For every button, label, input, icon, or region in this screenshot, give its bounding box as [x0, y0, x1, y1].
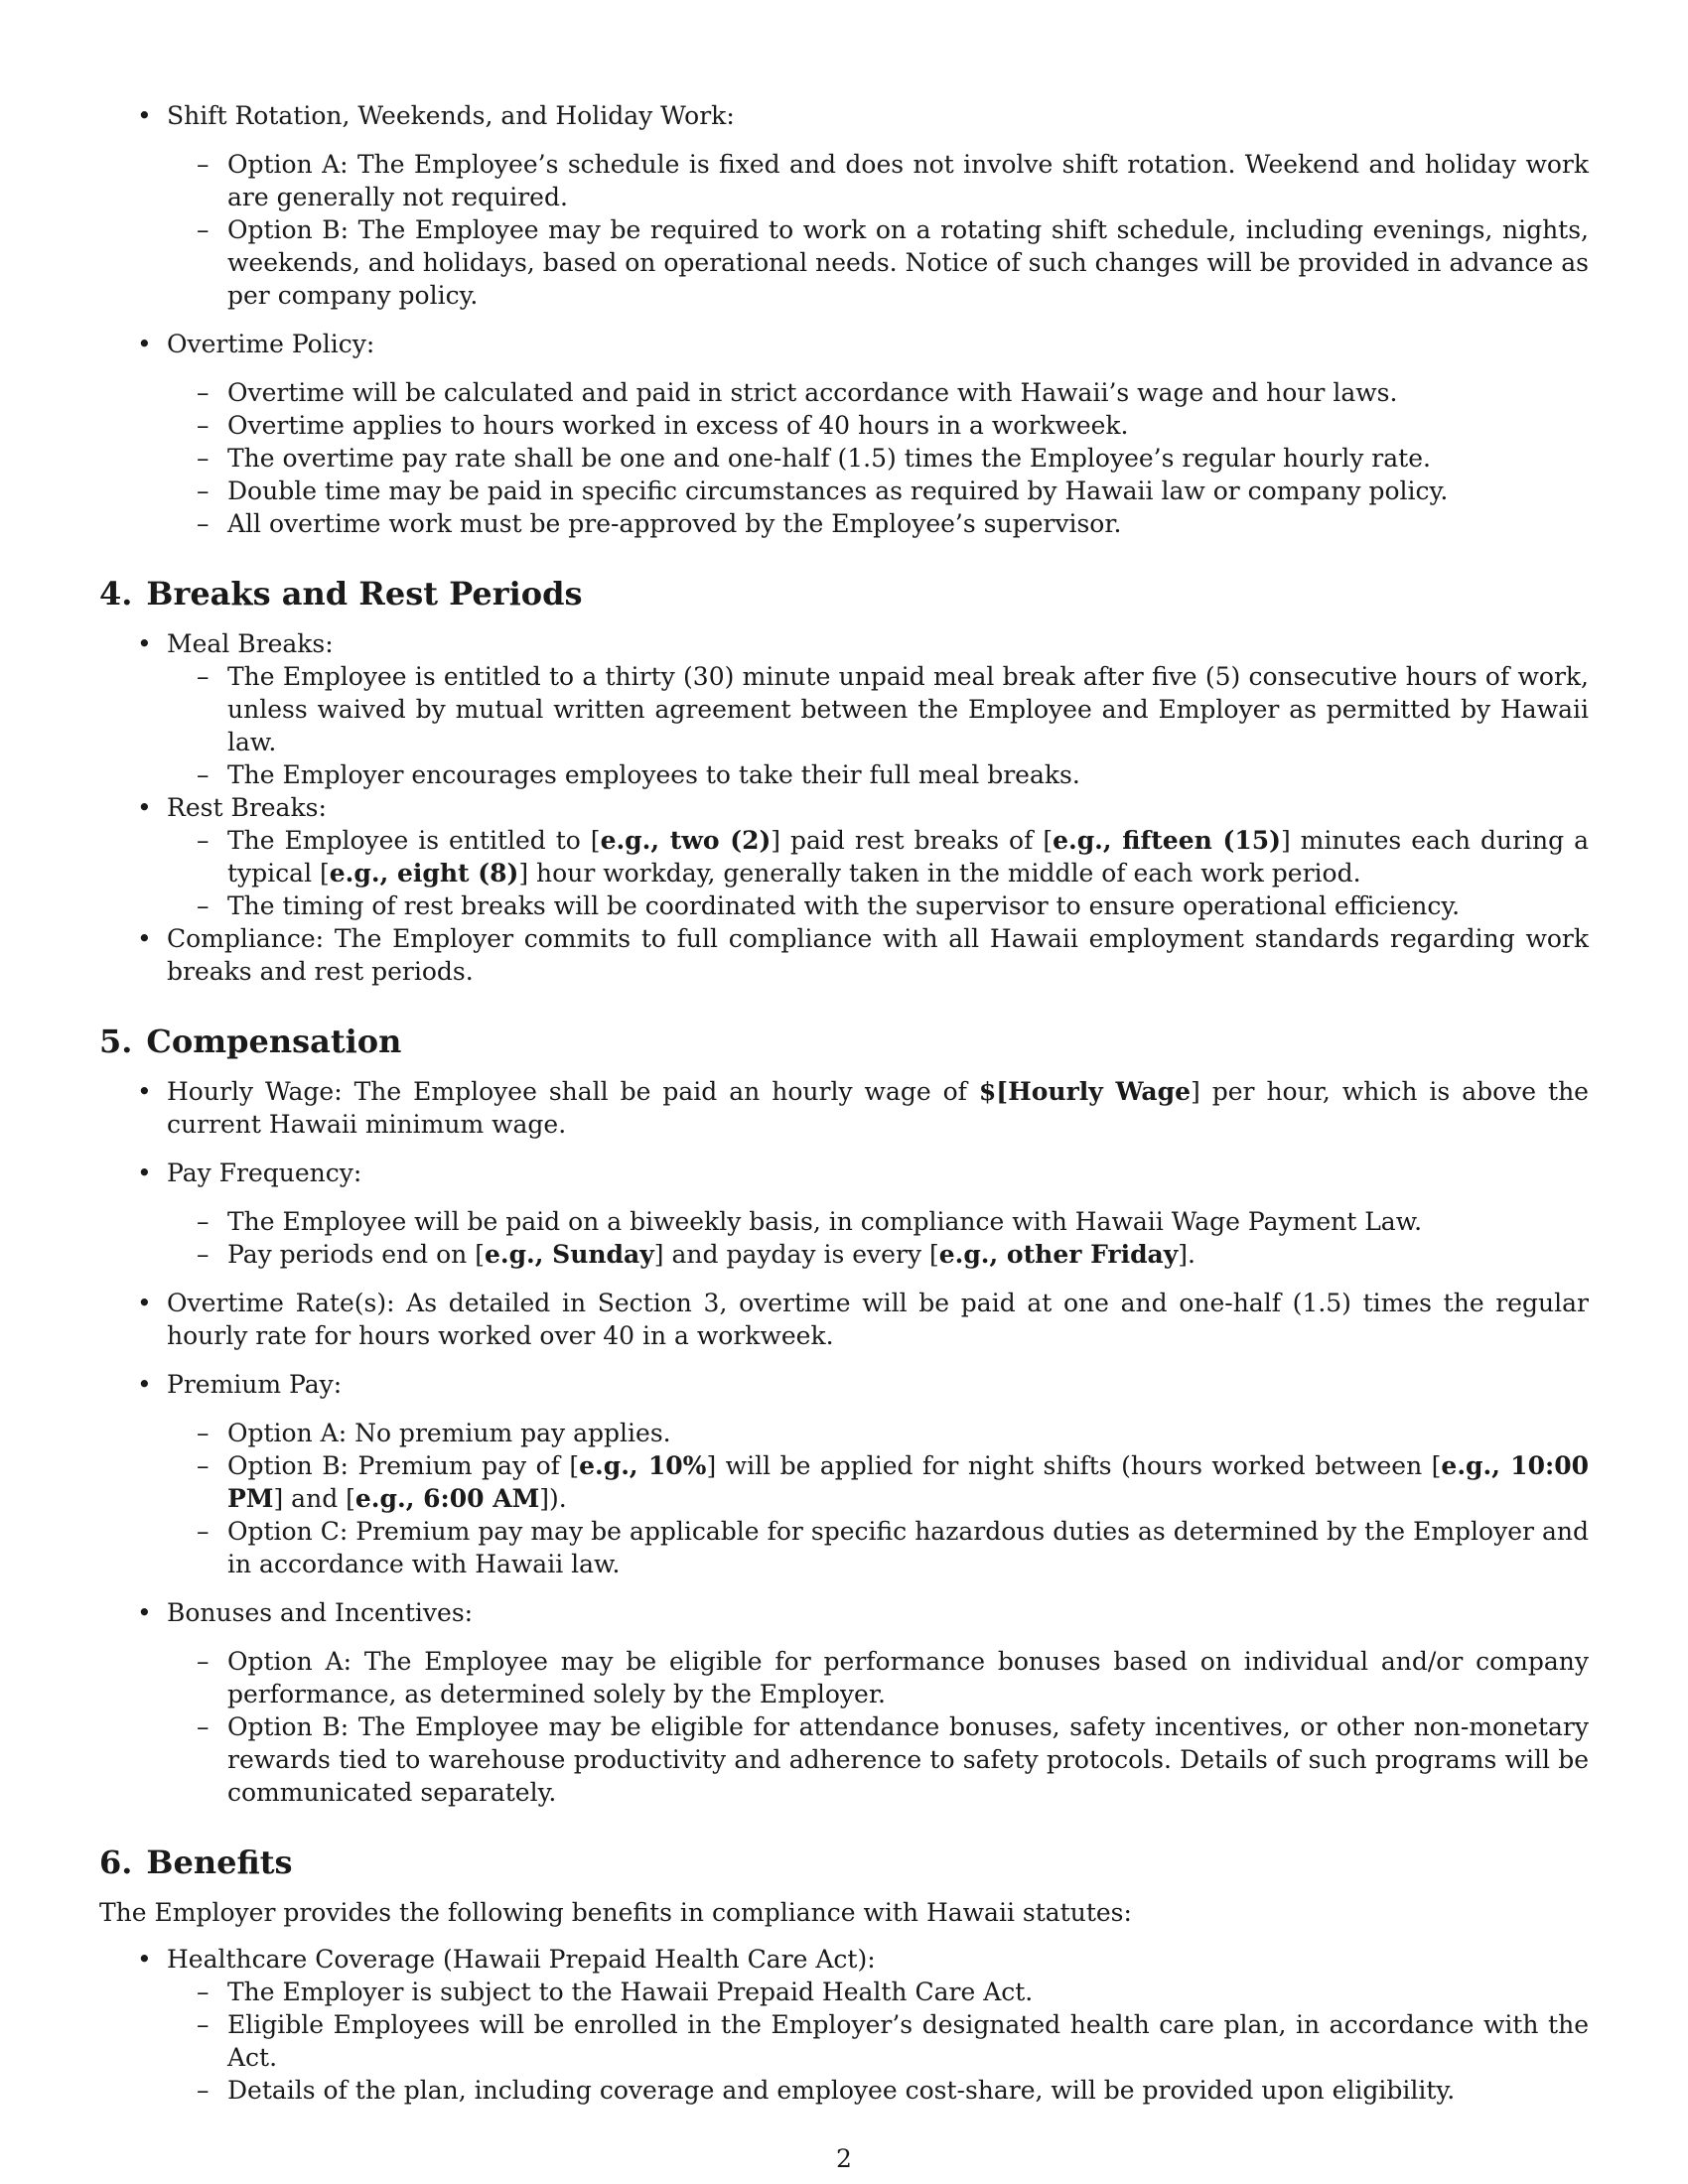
list-item: [99, 1596, 1589, 1809]
premium-pay-heading: Premium Pay:: [167, 1370, 343, 1399]
list-item: – The overtime pay rate shall be one and one-half (1.5) times the Employee’s regular hourly rate.: [167, 442, 1589, 475]
section-heading-benefits: 6. Benefits: [99, 1843, 293, 1881]
list-item: – The Employee is entitled to [e.g., two (2)] paid rest breaks of [e.g., fifteen (15)] minutes each during a typical [e.g., eight (8)] hour workday, generally taken in the middle of each work period.: [167, 824, 1589, 889]
list-item: – Option A: The Employee may be eligible for performance bonuses based on individual and/or company performance, as determined solely by the Employer.: [167, 1645, 1589, 1710]
section-4-list: [99, 627, 1589, 988]
list-item: – Option B: The Employee may be required to work on a rotating shift schedule, including evenings, nights, weekends, and holidays, based on operational needs. Notice of such changes will be provided in advance as per company policy.: [167, 213, 1589, 312]
pay-frequency-heading: Pay Frequency:: [167, 1159, 362, 1187]
list-item: – The Employer encourages employees to take their full meal breaks.: [167, 758, 1589, 791]
list-item: – Option B: Premium pay of [e.g., 10%] will be applied for night shifts (hours worked between [e.g., 10:00 PM] and [e.g., 6:00 AM]).: [167, 1449, 1589, 1515]
list-item: • Compliance: The Employer commits to full compliance with all Hawaii employment standards regarding work breaks and rest periods.: [99, 922, 1589, 988]
list-item: – Details of the plan, including coverage and employee cost-share, will be provided upon eligibility.: [167, 2074, 1589, 2107]
list-item: – All overtime work must be pre-approved by the Employee’s supervisor.: [167, 507, 1589, 540]
overtime-policy-heading: Overtime Policy:: [167, 330, 375, 358]
list-item: – The timing of rest breaks will be coordinated with the supervisor to ensure operational efficiency.: [167, 889, 1589, 922]
list-item: [99, 1157, 1589, 1271]
list-item: [99, 1943, 1589, 2107]
bonuses-heading: Bonuses and Incentives:: [167, 1598, 474, 1627]
list-item: – Pay periods end on [e.g., Sunday] and payday is every [e.g., other Friday].: [167, 1238, 1589, 1271]
list-item: [99, 99, 1589, 312]
rest-breaks-heading: Rest Breaks:: [167, 793, 327, 822]
list-item: [99, 1368, 1589, 1580]
list-item: [99, 791, 1589, 922]
list-item: – The Employer is subject to the Hawaii Prepaid Health Care Act.: [167, 1976, 1589, 2008]
list-item: [99, 328, 1589, 540]
section-3-list: [99, 99, 1589, 540]
meal-breaks-heading: Meal Breaks:: [167, 629, 334, 658]
section-5-list: [99, 1075, 1589, 1809]
list-item: – Eligible Employees will be enrolled in the Employer’s designated health care plan, in accordance with the Act.: [167, 2008, 1589, 2074]
list-item: – Overtime applies to hours worked in excess of 40 hours in a workweek.: [167, 409, 1589, 442]
list-item: • Overtime Rate(s): As detailed in Section 3, overtime will be paid at one and one-half (1.5) times the regular hourly rate for hours worked over 40 in a workweek.: [99, 1287, 1589, 1352]
list-item: • Hourly Wage: The Employee shall be paid an hourly wage of $[Hourly Wage] per hour, which is above the current Hawaii minimum wage.: [99, 1075, 1589, 1141]
list-item: – The Employee is entitled to a thirty (30) minute unpaid meal break after five (5) consecutive hours of work, unless waived by mutual written agreement between the Employee and Employer as permitted by Hawaii law.: [167, 660, 1589, 758]
list-item: – Overtime will be calculated and paid in strict accordance with Hawaii’s wage and hour laws.: [167, 376, 1589, 409]
list-item: – Option A: The Employee’s schedule is fixed and does not involve shift rotation. Weekend and holiday work are generally not required.: [167, 148, 1589, 213]
document-page: [99, 99, 1589, 2107]
list-item: – Double time may be paid in specific circumstances as required by Hawaii law or company policy.: [167, 475, 1589, 507]
shift-rotation-heading: Shift Rotation, Weekends, and Holiday Work:: [167, 101, 735, 130]
list-item: [99, 627, 1589, 791]
section-heading-compensation: 5. Compensation: [99, 1023, 402, 1060]
list-item: – Option B: The Employee may be eligible for attendance bonuses, safety incentives, or other non-monetary rewards tied to warehouse productivity and adherence to safety protocols. Details of such programs will be communicated separately.: [167, 1710, 1589, 1809]
benefits-intro: The Employer provides the following benefits in compliance with Hawaii statutes:: [99, 1898, 1132, 1927]
list-item: – Option A: No premium pay applies.: [167, 1417, 1589, 1449]
healthcare-heading: Healthcare Coverage (Hawaii Prepaid Health Care Act):: [167, 1945, 876, 1974]
section-heading-breaks: 4. Breaks and Rest Periods: [99, 575, 583, 613]
section-6-list: [99, 1943, 1589, 2107]
page-number: 2: [836, 2144, 852, 2173]
list-item: – Option C: Premium pay may be applicable for specific hazardous duties as determined by the Employer and in accordance with Hawaii law.: [167, 1515, 1589, 1580]
list-item: – The Employee will be paid on a biweekly basis, in compliance with Hawaii Wage Payment Law.: [167, 1205, 1589, 1238]
